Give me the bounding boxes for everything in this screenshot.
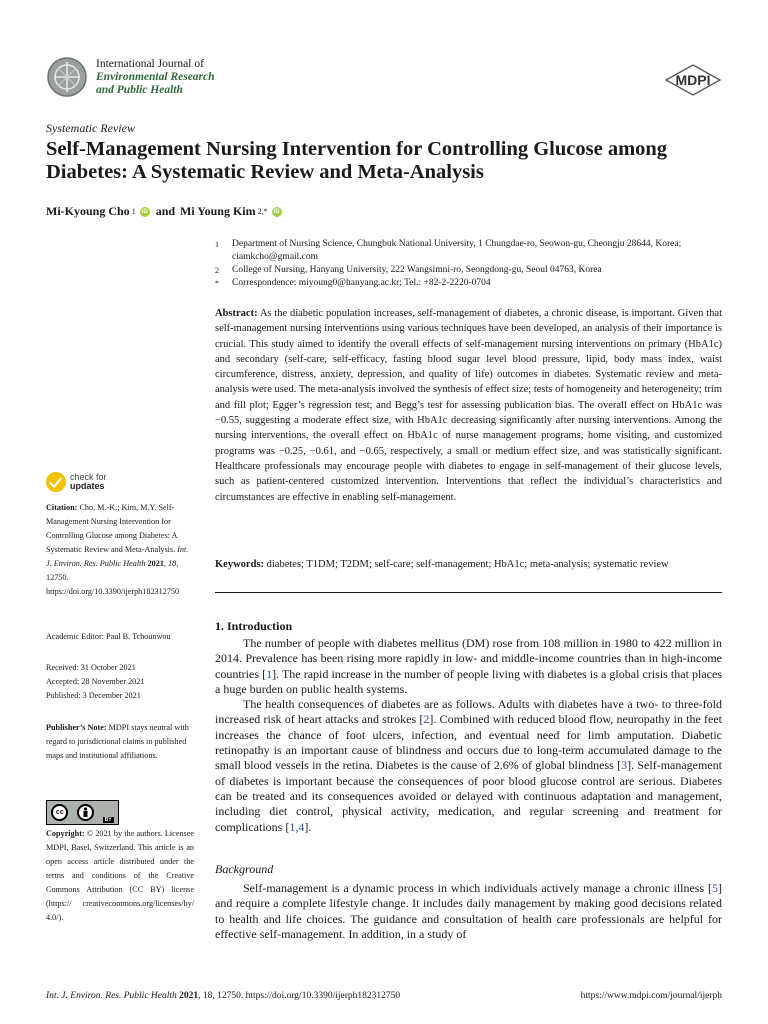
- copyright-label: Copyright:: [46, 829, 85, 838]
- paragraph-text: ]. The rapid increase in the number of people living with diabetes is a global crisis that places a huge burden on public health systems.: [215, 666, 722, 696]
- orcid-icon[interactable]: iD: [141, 208, 148, 215]
- journal-name-line1: International Journal of: [96, 58, 204, 70]
- affiliation-text: Correspondence: miyoung0@hanyang.ac.kr; Tel.: +82-2-2220-0704: [232, 278, 491, 288]
- reference-link[interactable]: 1: [266, 666, 273, 681]
- citation-doi[interactable]: , 12750. https://doi.org/10.3390/ijerph182312750: [46, 559, 180, 596]
- section-divider: [215, 592, 722, 593]
- keywords-text: diabetes; T1DM; T2DM; self-care; self-management; HbA1c; meta-analysis; systematic review: [266, 559, 669, 570]
- publisher-note-text: MDPI stays neutral with regard to jurisdictional claims in published maps and institutional affiliations.: [46, 723, 189, 760]
- mdpi-logo-icon: [664, 64, 722, 96]
- cc-icon: cc: [51, 804, 68, 821]
- paragraph: [215, 636, 722, 697]
- body-text: [215, 636, 722, 835]
- affiliation-mark: 2: [215, 266, 219, 275]
- published-date: Published: 3 December 2021: [46, 691, 141, 700]
- reference-link[interactable]: 2: [423, 712, 430, 727]
- footer-doi[interactable]: , 18, 12750. https://doi.org/10.3390/ijerph182312750: [198, 991, 401, 1001]
- academic-editor: Academic Editor: Paul B. Tchounwou: [46, 632, 171, 641]
- reference-link[interactable]: 3: [621, 758, 628, 773]
- citation-year: 2021: [147, 559, 164, 568]
- publisher-name: MDPI: [675, 72, 711, 88]
- abstract: [215, 306, 722, 505]
- body-text: [215, 881, 722, 942]
- keywords: [215, 558, 722, 572]
- publisher-note: [46, 721, 194, 763]
- paragraph-text: The number of people with diabetes mellitus (DM) rose from 108 million in 1980 to 422 million in 2014. Prevalence has been rising more rapidly in low- and middle-income countries than in high-income countries [: [215, 636, 722, 681]
- journal-logo-icon: [46, 56, 88, 98]
- check-for-updates-button[interactable]: [46, 472, 107, 492]
- paragraph-text: ]. Self-management of diabetes is important because the consequences of poor blood glucose control are serious. Diabetes can be treated and its consequences avoided or delayed with continuous adaptation and management, including diet control, physical activity, medication, and regular screening and treatment for complications [: [215, 758, 722, 834]
- reference-link[interactable]: 5: [712, 881, 718, 895]
- affiliation-text: Department of Nursing Science, Chungbuk National University, 1 Chungdae-ro, Seowon-gu, Cheongju 28644, Korea; ciamkcho@gmail.com: [232, 239, 682, 262]
- footer-citation: [46, 991, 400, 1001]
- subsection-heading: Background: [215, 862, 274, 876]
- paragraph: [215, 697, 722, 835]
- author-list: [46, 204, 284, 219]
- publisher-note-label: Publisher’s Note:: [46, 723, 107, 732]
- affiliation-item: [215, 238, 725, 264]
- affiliation-mark: 1: [215, 240, 219, 249]
- citation-journal: Int. J. Environ. Res. Public Health: [46, 545, 189, 568]
- affiliations: [215, 238, 725, 290]
- check-for-updates-icon: [46, 472, 66, 492]
- paragraph-text: ] and require a complete lifestyle change. It includes daily management by making good decisions related to health and life choices. The guidance and consultation of health care professionals are helpful for effective self-management. In addition, in a study of: [215, 881, 722, 941]
- page-footer: [46, 991, 722, 1001]
- abstract-label: Abstract:: [215, 308, 258, 319]
- author-conjunction: and: [155, 204, 176, 218]
- paragraph-text: ]. Combined with reduced blood flow, neuropathy in the feet increases the chance of foot ulcers, infection, and eventual need for limb amputation. Diabetic retinopathy is an important cause of blindness and occurs due to long-term accumulated damage to the small blood vessels in the retina. Diabetes is the cause of 2.6% of global blindness [: [215, 712, 723, 773]
- author-affiliation-mark: 2,*: [257, 207, 268, 216]
- cc-by-license-badge[interactable]: [46, 800, 119, 825]
- affiliation-item: [215, 277, 725, 290]
- citation-label: Citation:: [46, 503, 78, 512]
- copyright-text: © 2021 by the authors. Licensee MDPI, Basel, Switzerland. This article is an open access article distributed under the terms and conditions of the Creative Commons Attribution (CC BY) license (https:// creativecommons.org/licenses/by/ 4.0/).: [46, 829, 194, 922]
- citation-volume: 18: [168, 559, 177, 568]
- article-type: Systematic Review: [46, 121, 135, 135]
- paragraph: [215, 881, 722, 942]
- by-label: BY: [104, 817, 112, 823]
- article-title: Self-Management Nursing Intervention for Controlling Glucose among Diabetes: A Systematic Review and Meta-Analysis: [46, 138, 668, 183]
- orcid-icon[interactable]: iD: [273, 208, 280, 215]
- check-for-updates-line2: updates: [70, 481, 105, 491]
- footer-url[interactable]: https://www.mdpi.com/journal/ijerph: [580, 991, 722, 1001]
- journal-name: [96, 58, 215, 97]
- affiliation-text: College of Nursing, Hanyang University, 222 Wangsimni-ro, Seongdong-gu, Seoul 04763, Korea: [232, 265, 602, 275]
- accepted-date: Accepted: 28 November 2021: [46, 677, 145, 686]
- affiliation-item: [215, 264, 725, 277]
- section-heading: 1. Introduction: [215, 619, 293, 633]
- copyright: [46, 827, 194, 925]
- footer-journal: Int. J. Environ. Res. Public Health: [46, 991, 177, 1001]
- check-for-updates-line1: check for: [70, 472, 107, 482]
- paragraph-text: The health consequences of diabetes are as follows. Adults with diabetes have a two- to three-fold increased risk of heart attacks and strokes [: [215, 697, 722, 727]
- abstract-text: As the diabetic population increases, self-management of diabetes, a chronic disease, is important. Given that self-management nursing interventions using various techniques have been developed, an analysis of their importance is crucial. This study aimed to identify the overall effects of self-management nursing interventions on primary (HbA1c) and secondary (self-care, self-efficacy, fasting blood sugar level blood pressure, lipid, body mass index, waist circumference, distress, anxiety, depression, and quality of life) outcomes in diabetes. Systematic review and meta-analysis were used. The meta-analysis involved the synthesis of effect size; tests of homogeneity and heterogeneity; trim and fill plot; Egger’s regression test; and Begg’s test for assessing publication bias. The overall effect on HbA1c was −0.55, suggesting a moderate effect size, with HbA1c decreasing significantly after nursing interventions. Among the nursing interventions, the overall effect on HbA1c of nurse management programs, home visiting, and customized programs was −0.25, −0.61, and −0.65, respectively, a small or medium effect size, and was statistically significant. Healthcare professionals may encourage people with diabetes to engage in self-management of their glucose levels, such as patient-centered customized intervention. Interventions that reflect the individual’s characteristics and circumstances are effective in enabling self-management.: [215, 308, 723, 503]
- dates: [46, 661, 194, 703]
- received-date: Received: 31 October 2021: [46, 663, 136, 672]
- keywords-label: Keywords:: [215, 559, 264, 570]
- by-icon: [77, 804, 94, 821]
- citation-text: Cho, M.-K.; Kim, M.Y. Self-Management Nursing Intervention for Controlling Glucose among Diabetes: A Systematic Review and Meta-Analysis.: [46, 503, 177, 554]
- footer-year: 2021: [179, 991, 199, 1001]
- citation: Citation: Cho, M.-K.; Kim, M.Y. Self-Management Nursing Intervention for Controlling Glucose among Diabetes: A Systematic Review and Meta-Analysis. Int. J. Environ. Res. Public Health 2021, 18, 12750. https://doi.org/10.3390/ijerph182312750: [46, 503, 189, 596]
- paragraph-text: ].: [304, 819, 312, 834]
- affiliation-mark: *: [215, 279, 219, 288]
- journal-name-line3: and Public Health: [96, 84, 183, 96]
- author-name[interactable]: Mi Young Kim: [180, 204, 256, 218]
- journal-name-line2: Environmental Research: [96, 71, 215, 83]
- reference-link[interactable]: 1,4: [289, 819, 305, 834]
- paragraph-text: Self-management is a dynamic process in which individuals actively manage a chronic illness [: [243, 881, 712, 895]
- author-name[interactable]: Mi-Kyoung Cho: [46, 204, 130, 218]
- author-affiliation-mark: 1: [131, 207, 136, 216]
